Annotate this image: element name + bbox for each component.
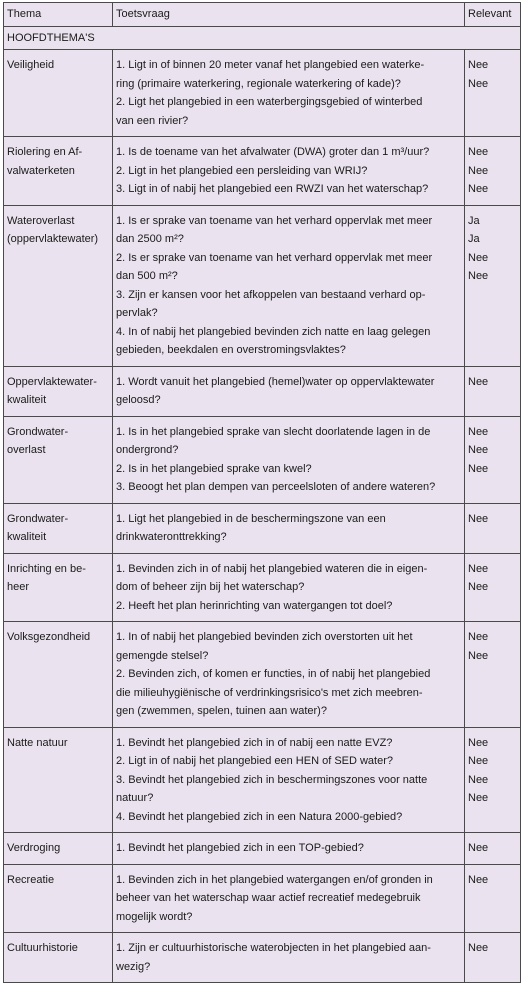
thema-label: Verdroging bbox=[7, 842, 61, 854]
toetsvraag-text: 2. Bevinden zich, of komen er functies, in of nabij het plangebied die milieuhygiënische of verdrinkingsrisico's met zich meebren- gen (zwemmen, spelen, tuinen aan water)? bbox=[116, 668, 431, 717]
toetsvraag-text: 1. Bevindt het plangebied zich in een TOP-gebied? bbox=[116, 842, 364, 854]
toetsvraag-cell bbox=[113, 553, 465, 622]
table-row bbox=[4, 833, 521, 865]
relevant-value: Nee bbox=[468, 873, 489, 886]
toetsvraag-text: 1. Is er sprake van toename van het verhard oppervlak met meer dan 2500 m²? bbox=[116, 214, 433, 245]
toetsvraag-text: 1. Bevindt het plangebied zich in of nabij een natte EVZ? bbox=[116, 736, 393, 749]
toetsvraag-text: 1. Bevinden zich in of nabij het plangebied wateren die in eigen- dom of beheer zijn bij het waterschap? bbox=[116, 562, 428, 593]
relevant-value: Nee bbox=[468, 462, 489, 475]
thema-cell bbox=[4, 864, 113, 933]
toetsvraag-text: 4. Bevindt het plangebied zich in een Natura 2000-gebied? bbox=[116, 810, 403, 823]
toetsvraag-cell bbox=[113, 503, 465, 553]
table-row bbox=[4, 622, 521, 728]
relevant-value: Nee bbox=[468, 146, 489, 158]
toetsvraag-text: 2. Ligt het plangebied in een waterbergingsgebied of winterbed van een rivier? bbox=[116, 96, 423, 127]
header-row bbox=[4, 3, 521, 27]
thema-cell bbox=[4, 727, 113, 833]
relevant-value: Nee bbox=[468, 251, 489, 264]
toetsvraag-text: 3. Bevindt het plangebied zich in beschermingszones voor natte natuur? bbox=[116, 773, 428, 804]
table-row bbox=[4, 933, 521, 983]
table-row bbox=[4, 553, 521, 622]
relevant-cell bbox=[465, 416, 521, 503]
relevant-cell bbox=[465, 553, 521, 622]
thema-cell bbox=[4, 137, 113, 206]
toetsvraag-text: 1. Is de toename van het afvalwater (DWA) groter dan 1 m³/uur? bbox=[116, 146, 430, 158]
relevant-value: Nee bbox=[468, 164, 489, 177]
table-row bbox=[4, 205, 521, 366]
table-row bbox=[4, 416, 521, 503]
thema-label: Grondwater- overlast bbox=[7, 425, 69, 456]
thema-cell bbox=[4, 553, 113, 622]
thema-label: Inrichting en be- heer bbox=[7, 562, 86, 593]
relevant-value: Nee bbox=[468, 581, 489, 593]
relevant-cell bbox=[465, 864, 521, 933]
relevant-value: Nee bbox=[468, 270, 489, 282]
thema-cell bbox=[4, 50, 113, 137]
relevant-cell bbox=[465, 833, 521, 865]
toetsvraag-cell bbox=[113, 205, 465, 366]
relevant-cell bbox=[465, 503, 521, 553]
thema-label: Natte natuur bbox=[7, 736, 68, 749]
toetsvraag-text: 2. Is in het plangebied sprake van kwel? bbox=[116, 462, 312, 475]
table-row bbox=[4, 137, 521, 206]
thema-label: Oppervlaktewater- kwaliteit bbox=[7, 375, 97, 406]
relevant-value: Ja bbox=[468, 214, 480, 227]
relevant-cell bbox=[465, 137, 521, 206]
relevant-cell bbox=[465, 933, 521, 983]
toetsvraag-text: 3. Ligt in of nabij het plangebied een RWZI van het waterschap? bbox=[116, 183, 429, 195]
relevant-value: Nee bbox=[468, 425, 489, 438]
relevant-value: Ja bbox=[468, 233, 480, 245]
relevant-cell bbox=[465, 50, 521, 137]
thema-label: Wateroverlast (oppervlaktewater) bbox=[7, 214, 99, 245]
toetsvraag-text: 1. Is in het plangebied sprake van slecht doorlatende lagen in de ondergrond? bbox=[116, 425, 431, 456]
table-row bbox=[4, 503, 521, 553]
relevant-cell bbox=[465, 366, 521, 416]
toetsvraag-cell bbox=[113, 833, 465, 865]
relevant-value: Nee bbox=[468, 736, 489, 749]
table-row bbox=[4, 864, 521, 933]
relevant-cell bbox=[465, 205, 521, 366]
toetsvraag-text: 2. Heeft het plan herinrichting van watergangen tot doel? bbox=[116, 599, 393, 612]
relevant-value: Nee bbox=[468, 375, 489, 388]
toetsvraag-text: 1. Ligt in of binnen 20 meter vanaf het plangebied een waterke- ring (primaire waterkering, regionale waterkering of kade)? bbox=[116, 59, 425, 90]
relevant-value: Nee bbox=[468, 792, 489, 804]
toetsvraag-text: 1. Wordt vanuit het plangebied (hemel)water op oppervlaktewater geloosd? bbox=[116, 375, 435, 406]
relevant-value: Nee bbox=[468, 649, 489, 662]
toetsvraag-cell bbox=[113, 366, 465, 416]
relevant-value: Nee bbox=[468, 444, 489, 456]
relevant-value: Nee bbox=[468, 942, 489, 954]
relevant-value: Nee bbox=[468, 77, 489, 90]
relevant-value: Nee bbox=[468, 562, 489, 575]
relevant-cell bbox=[465, 727, 521, 833]
thema-cell bbox=[4, 933, 113, 983]
toetsvraag-cell bbox=[113, 416, 465, 503]
thema-cell bbox=[4, 416, 113, 503]
toetsvraag-cell bbox=[113, 727, 465, 833]
thema-cell bbox=[4, 205, 113, 366]
toetsvraag-text: 3. Beoogt het plan dempen van perceelsloten of andere wateren? bbox=[116, 481, 436, 493]
thema-cell bbox=[4, 503, 113, 553]
table-row bbox=[4, 50, 521, 137]
header-toetsvraag: Toetsvraag bbox=[113, 3, 465, 27]
toetsvraag-text: 3. Zijn er kansen voor het afkoppelen van bestaand verhard op- pervlak? bbox=[116, 288, 426, 319]
relevant-value: Nee bbox=[468, 183, 489, 195]
thema-cell bbox=[4, 366, 113, 416]
thema-cell bbox=[4, 622, 113, 728]
toetsvraag-cell bbox=[113, 137, 465, 206]
section-title: HOOFDTHEMA'S bbox=[4, 26, 521, 50]
toetsvraag-cell bbox=[113, 864, 465, 933]
relevant-value: Nee bbox=[468, 631, 489, 643]
thema-label: Cultuurhistorie bbox=[7, 942, 78, 954]
header-relevant: Relevant bbox=[465, 3, 521, 27]
toetsvraag-text: 2. Ligt in het plangebied een persleiding van WRIJ? bbox=[116, 164, 368, 177]
toetsvraag-text: 1. Bevinden zich in het plangebied watergangen en/of gronden in beheer van het waterschap waar actief recreatief medegebruik mogelijk wordt? bbox=[116, 873, 433, 923]
toetsvragen-table bbox=[3, 2, 521, 983]
section-row bbox=[4, 26, 521, 50]
toetsvraag-cell bbox=[113, 50, 465, 137]
toetsvraag-cell bbox=[113, 933, 465, 983]
thema-label: Volksgezondheid bbox=[7, 631, 91, 643]
relevant-value: Nee bbox=[468, 755, 489, 767]
toetsvraag-cell bbox=[113, 622, 465, 728]
thema-cell bbox=[4, 833, 113, 865]
relevant-value: Nee bbox=[468, 512, 489, 525]
toetsvraag-text: 1. Zijn er cultuurhistorische waterobjecten in het plangebied aan- wezig? bbox=[116, 942, 431, 973]
thema-label: Riolering en Af- valwaterketen bbox=[7, 146, 83, 177]
toetsvraag-text: 1. In of nabij het plangebied bevinden zich overstorten uit het gemengde stelsel? bbox=[116, 631, 413, 662]
relevant-value: Nee bbox=[468, 842, 489, 854]
relevant-cell bbox=[465, 622, 521, 728]
relevant-value: Nee bbox=[468, 59, 489, 71]
toetsvraag-text: 4. In of nabij het plangebied bevinden zich natte en laag gelegen gebieden, beekdalen en overstromingsvlaktes? bbox=[116, 325, 431, 356]
toetsvraag-text: 2. Is er sprake van toename van het verhard oppervlak met meer dan 500 m²? bbox=[116, 251, 433, 282]
thema-label: Veiligheid bbox=[7, 59, 55, 71]
toetsvraag-text: 1. Ligt het plangebied in de beschermingszone van een drinkwateronttrekking? bbox=[116, 512, 386, 543]
header-thema: Thema bbox=[4, 3, 113, 27]
table-row bbox=[4, 366, 521, 416]
toetsvraag-text: 2. Ligt in of nabij het plangebied een HEN of SED water? bbox=[116, 755, 394, 767]
thema-label: Grondwater- kwaliteit bbox=[7, 512, 69, 543]
relevant-value: Nee bbox=[468, 773, 489, 786]
table-row bbox=[4, 727, 521, 833]
thema-label: Recreatie bbox=[7, 873, 55, 886]
